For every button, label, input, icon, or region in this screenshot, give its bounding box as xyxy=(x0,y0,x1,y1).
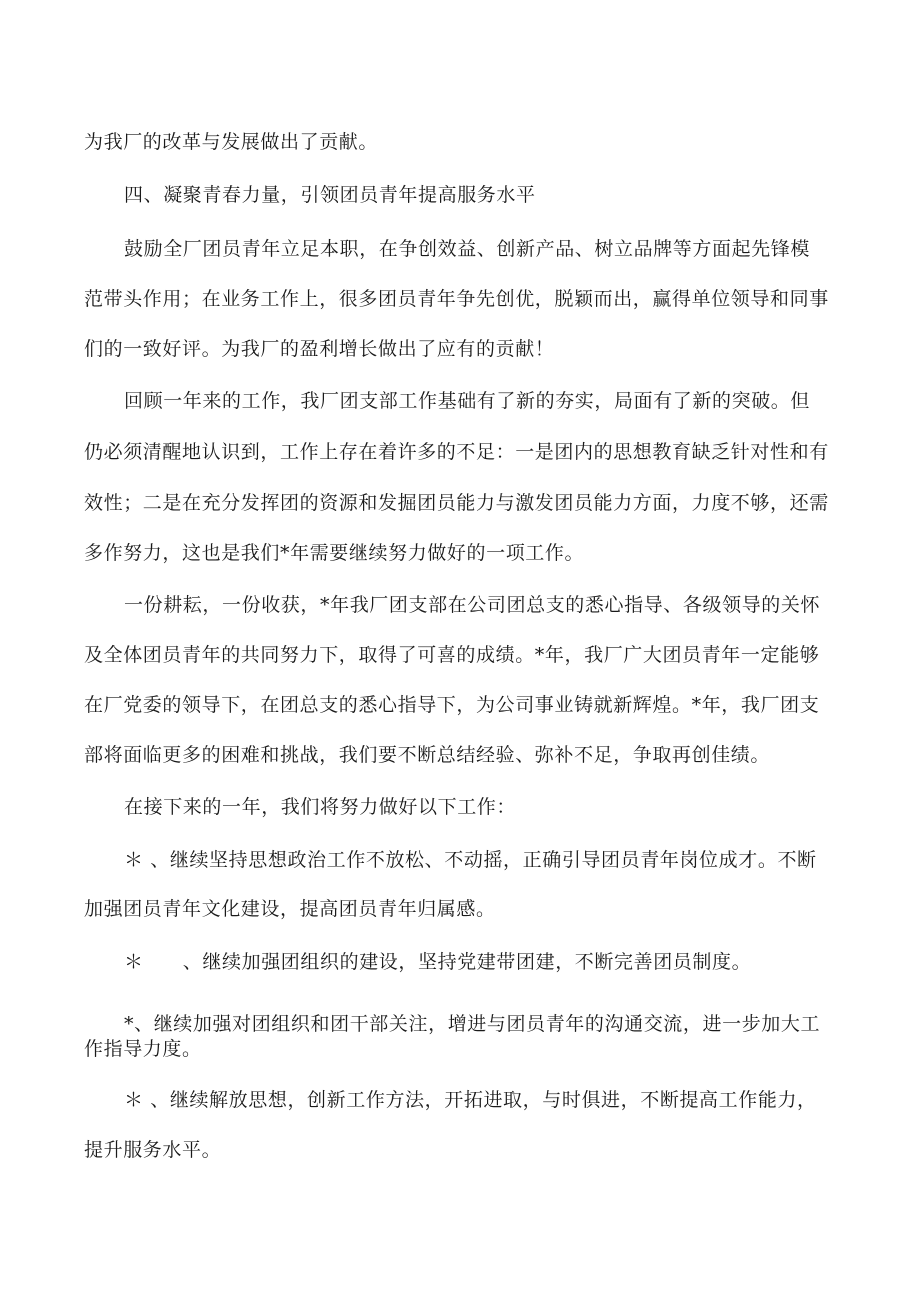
paragraph-line: 鼓励全厂团员青年立足本职，在争创效益、创新产品、树立品牌等方面起先锋模 xyxy=(124,238,811,260)
paragraph-line: 们的一致好评。为我厂的盈利增长做出了应有的贡献！ xyxy=(84,338,555,360)
paragraph-line: 效性；二是在充分发挥团的资源和发掘团员能力与激发团员能力方面，力度不够，还需 xyxy=(84,492,829,514)
paragraph-line: 回顾一年来的工作，我厂团支部工作基础有了新的夯实，局面有了新的突破。但 xyxy=(124,390,811,412)
paragraph-line: 在接下来的一年，我们将努力做好以下工作： xyxy=(124,796,517,818)
list-item-line: ＊ 、继续坚持思想政治工作不放松、不动摇，正确引导团员青年岗位成才。不断 xyxy=(124,849,817,871)
paragraph-line: 一份耕耘，一份收获，*年我厂团支部在公司团总支的悉心指导、各级领导的关怀 xyxy=(124,594,821,616)
paragraph-line: 仍必须清醒地认识到，工作上存在着许多的不足：一是团内的思想教育缺乏针对性和有 xyxy=(84,441,829,463)
paragraph-line: 多作努力，这也是我们*年需要继续努力做好的一项工作。 xyxy=(84,542,585,564)
list-item-line: 提升服务水平。 xyxy=(84,1139,222,1161)
list-item-line: 作指导力度。 xyxy=(84,1038,202,1060)
paragraph-line: 在厂党委的领导下，在团总支的悉心指导下，为公司事业铸就新辉煌。*年，我厂团支 xyxy=(84,694,820,716)
list-item-line: ＊ 、继续解放思想，创新工作方法，开拓进取，与时俱进，不断提高工作能力， xyxy=(124,1089,817,1111)
paragraph-line: 范带头作用；在业务工作上，很多团员青年争先创优，脱颖而出，赢得单位领导和同事 xyxy=(84,288,829,310)
list-item-line: 加强团员青年文化建设，提高团员青年归属感。 xyxy=(84,898,496,920)
section-heading: 四、凝聚青春力量，引领团员青年提高服务水平 xyxy=(124,184,536,206)
paragraph-line: 部将面临更多的困难和挑战，我们要不断总结经验、弥补不足，争取再创佳绩。 xyxy=(84,744,771,766)
list-item-line: *、继续加强对团组织和团干部关注，增进与团员青年的沟通交流，进一步加大工 xyxy=(124,1013,821,1035)
paragraph-line: 为我厂的改革与发展做出了贡献。 xyxy=(84,131,379,153)
paragraph-line: 及全体团员青年的共同努力下，取得了可喜的成绩。*年，我厂广大团员青年一定能够 xyxy=(84,644,820,666)
list-item-line: ＊ 、继续加强团组织的建设，坚持党建带团建，不断完善团员制度。 xyxy=(124,951,752,973)
